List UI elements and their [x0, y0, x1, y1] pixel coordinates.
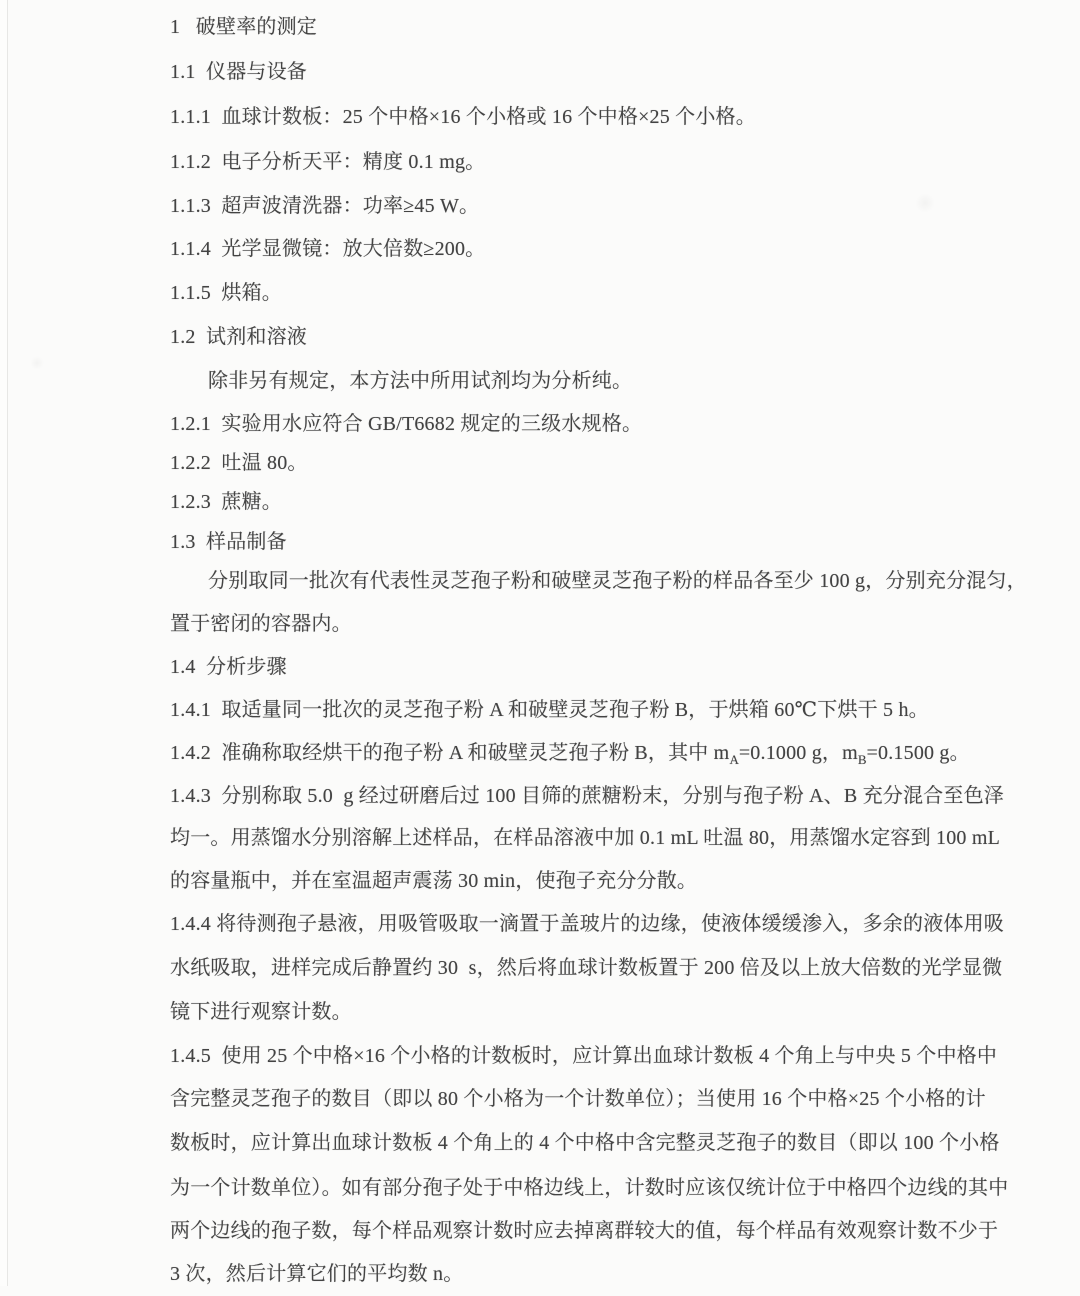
- doc-line-section-1-3-heading: 1.3 样品制备: [170, 531, 287, 553]
- doc-line-1-4-3-c: 的容量瓶中，并在室温超声震荡 30 min，使孢子充分分散。: [170, 870, 698, 892]
- doc-line-1-4-5-b: 含完整灵芝孢子的数目（即以 80 个小格为一个计数单位）；当使用 16 个中格×25 个小格的计: [170, 1088, 986, 1110]
- formula-segment: 1.4.2 准确称取经烘干的孢子粉 A 和破壁灵芝孢子粉 B，其中 m: [170, 742, 730, 764]
- subscript-b: B: [857, 752, 867, 767]
- doc-line-1-4-1: 1.4.1 取适量同一批次的灵芝孢子粉 A 和破壁灵芝孢子粉 B，于烘箱 60℃下烘干 5 h。: [170, 699, 929, 721]
- doc-line-1-1-5: 1.1.5 烘箱。: [170, 282, 282, 304]
- doc-line-1-4-4-c: 镜下进行观察计数。: [170, 1001, 352, 1023]
- doc-line-1-4-5-a: 1.4.5 使用 25 个中格×16 个小格的计数板时，应计算出血球计数板 4 个角上与中央 5 个中格中: [170, 1045, 998, 1067]
- doc-line-1-2-2: 1.2.2 吐温 80。: [170, 452, 308, 474]
- doc-line-1-2-1: 1.2.1 实验用水应符合 GB/T6682 规定的三级水规格。: [170, 413, 643, 435]
- doc-line-section-1-2-heading: 1.2 试剂和溶液: [170, 326, 307, 348]
- doc-line-1-4-5-d: 为一个计数单位）。如有部分孢子处于中格边线上，计数时应该仅统计位于中格四个边线的其中: [170, 1177, 1009, 1199]
- formula-segment: =0.1500 g。: [866, 742, 970, 764]
- doc-line-sample-prep-2: 置于密闭的容器内。: [170, 613, 352, 635]
- doc-line-1-1-1: 1.1.1 血球计数板：25 个中格×16 个小格或 16 个中格×25 个小格。: [170, 106, 756, 128]
- doc-line-1-1-2: 1.1.2 电子分析天平：精度 0.1 mg。: [170, 151, 486, 173]
- doc-line-1-4-3-b: 均一。用蒸馏水分别溶解上述样品，在样品溶液中加 0.1 mL 吐温 80，用蒸馏水定容到 100 mL: [170, 827, 1001, 849]
- scan-edge-strip: [0, 0, 7, 1286]
- doc-line-section-1-4-heading: 1.4 分析步骤: [170, 656, 287, 678]
- doc-line-1-4-5-c: 数板时，应计算出血球计数板 4 个角上的 4 个中格中含完整灵芝孢子的数目（即以 100 个小格: [170, 1132, 1000, 1154]
- doc-line-1-2-3: 1.2.3 蔗糖。: [170, 491, 282, 513]
- formula-segment: =0.1000 g，m: [738, 742, 858, 764]
- doc-line-1-4-5-e: 两个边线的孢子数，每个样品观察计数时应去掉离群较大的值，每个样品有效观察计数不少于: [170, 1220, 999, 1242]
- doc-line-section-1-1-heading: 1.1 仪器与设备: [170, 61, 307, 83]
- doc-line-1-4-4-a: 1.4.4 将待测孢子悬液，用吸管吸取一滴置于盖玻片的边缘，使液体缓缓渗入，多余的液体用吸: [170, 913, 1004, 935]
- doc-line-1-4-4-b: 水纸吸取，进样完成后静置约 30 s，然后将血球计数板置于 200 倍及以上放大倍数的光学显微: [170, 957, 1003, 979]
- doc-line-1-1-4: 1.1.4 光学显微镜：放大倍数≥200。: [170, 238, 486, 260]
- doc-line-1-4-2-formula: [170, 732, 970, 775]
- doc-line-1-4-5-f: 3 次，然后计算它们的平均数 n。: [170, 1263, 464, 1285]
- subscript-a: A: [729, 752, 739, 767]
- scan-edge-line: [7, 0, 8, 1286]
- doc-line-section-1-heading: 1 破壁率的测定: [170, 16, 317, 38]
- doc-line-sample-prep-1: 分别取同一批次有代表性灵芝孢子粉和破壁灵芝孢子粉的样品各至少 100 g，分别充分混匀，: [208, 570, 1027, 592]
- doc-line-1-1-3: 1.1.3 超声波清洗器：功率≥45 W。: [170, 195, 480, 217]
- doc-line-1-4-3-a: 1.4.3 分别称取 5.0 g 经过研磨后过 100 目筛的蔗糖粉末，分别与孢子粉 A、B 充分混合至色泽: [170, 785, 1004, 807]
- doc-line-reagent-note: 除非另有规定，本方法中所用试剂均为分析纯。: [208, 370, 633, 392]
